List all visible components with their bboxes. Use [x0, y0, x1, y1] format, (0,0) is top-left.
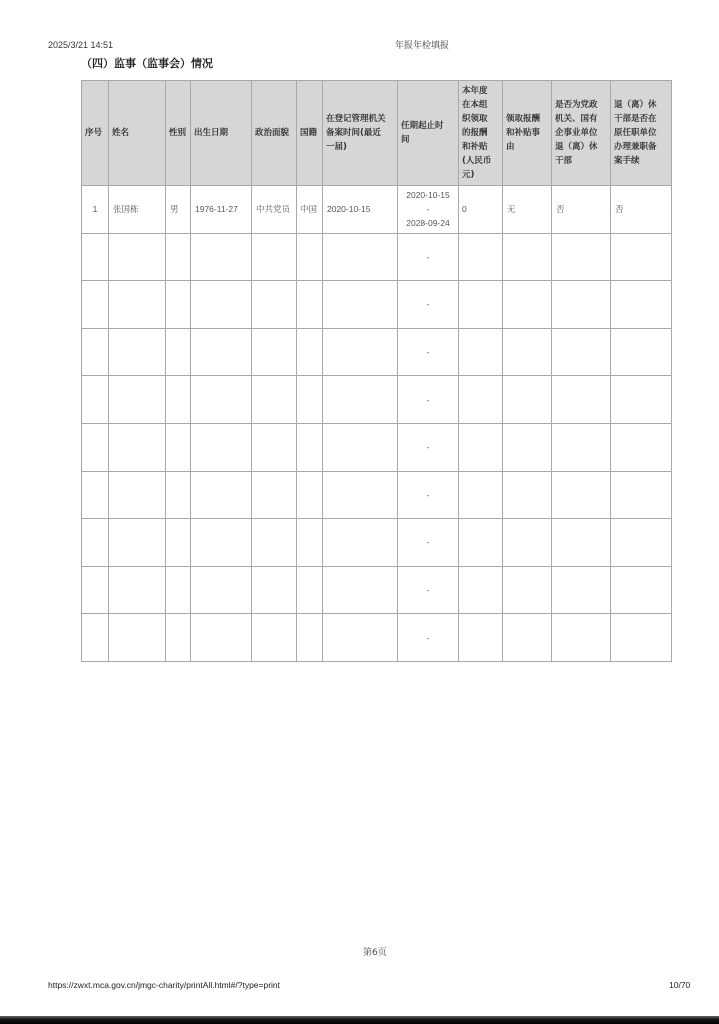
table-row [82, 519, 672, 567]
serial-number-header-label: 序号 [85, 128, 103, 138]
term-separator: - [426, 442, 430, 453]
table-row [82, 423, 672, 471]
term-separator: - [426, 204, 430, 215]
compensation-reason-cell [503, 233, 552, 281]
table-row [82, 281, 672, 329]
term-separator: - [426, 394, 430, 405]
retired-official-header-label: 是否为党政机关、国有企事业单位退（离）休干部 [555, 100, 598, 166]
table-row [82, 376, 672, 424]
retired-official-cell: 否 [552, 186, 611, 234]
retired-official-cell [552, 614, 611, 662]
serial-number-cell [82, 566, 109, 614]
compensation-reason-cell [503, 614, 552, 662]
nationality-cell: 中国 [297, 186, 323, 234]
gender-cell [166, 566, 191, 614]
column-header-term [398, 81, 459, 186]
term-separator: - [426, 585, 430, 596]
birth-date-cell [191, 566, 252, 614]
gender-cell [166, 281, 191, 329]
gender-header-label: 性别 [169, 128, 187, 138]
serial-number-cell [82, 423, 109, 471]
filing-date-cell [323, 281, 398, 329]
name-cell: 张国栋 [109, 186, 166, 234]
name-cell [109, 471, 166, 519]
retired-official-cell [552, 281, 611, 329]
column-header-filing-date [323, 81, 398, 186]
compensation-reason-cell [503, 519, 552, 567]
part-time-filing-cell [611, 233, 672, 281]
nationality-header-label: 国籍 [300, 128, 318, 138]
retired-official-cell [552, 328, 611, 376]
serial-number-cell [82, 519, 109, 567]
serial-number-cell [82, 281, 109, 329]
compensation-cell [459, 614, 503, 662]
print-page-title: 年报年检填报 [395, 40, 450, 50]
retired-official-cell [552, 376, 611, 424]
nationality-cell [297, 614, 323, 662]
name-cell [109, 281, 166, 329]
name-cell [109, 614, 166, 662]
term-cell [398, 519, 459, 567]
filing-date-cell [323, 423, 398, 471]
column-header-part-time-filing [611, 81, 672, 186]
term-cell [398, 376, 459, 424]
term-header-label: 任期起止时间 [401, 121, 444, 145]
filing-date-cell [323, 233, 398, 281]
nationality-cell [297, 519, 323, 567]
table-row [82, 328, 672, 376]
term-cell [398, 281, 459, 329]
political-status-cell [252, 519, 297, 567]
compensation-cell [459, 471, 503, 519]
political-status-cell [252, 328, 297, 376]
term-start-date: 2020-10-15 [406, 190, 450, 201]
name-header-label: 姓名 [112, 128, 130, 138]
column-header-gender [166, 81, 191, 186]
political-status-cell [252, 281, 297, 329]
birth-date-cell: 1976-11-27 [191, 186, 252, 234]
filing-date-cell [323, 566, 398, 614]
gender-cell [166, 519, 191, 567]
serial-number-cell [82, 376, 109, 424]
part-time-filing-cell [611, 328, 672, 376]
gender-cell [166, 328, 191, 376]
retired-official-cell [552, 233, 611, 281]
compensation-cell [459, 519, 503, 567]
column-header-political-status [252, 81, 297, 186]
column-header-nationality [297, 81, 323, 186]
part-time-filing-cell [611, 423, 672, 471]
compensation-cell [459, 423, 503, 471]
compensation-reason-cell [503, 376, 552, 424]
filing-date-cell [323, 376, 398, 424]
nationality-cell [297, 328, 323, 376]
scan-edge [0, 1016, 719, 1024]
column-header-compensation [459, 81, 503, 186]
serial-number-cell [82, 614, 109, 662]
supervisors-table [81, 80, 672, 662]
table-row [82, 186, 672, 234]
term-cell [398, 423, 459, 471]
political-status-cell: 中共党员 [252, 186, 297, 234]
column-header-retired-official [552, 81, 611, 186]
part-time-filing-cell [611, 376, 672, 424]
compensation-header-label: 本年度在本组织领取的报酬和补贴(人民币元) [462, 86, 492, 180]
nationality-cell [297, 566, 323, 614]
column-header-serial-number [82, 81, 109, 186]
retired-official-cell [552, 471, 611, 519]
term-cell [398, 566, 459, 614]
name-cell [109, 328, 166, 376]
term-separator: - [426, 632, 430, 643]
compensation-cell [459, 328, 503, 376]
term-cell [398, 328, 459, 376]
part-time-filing-cell [611, 281, 672, 329]
gender-cell: 男 [166, 186, 191, 234]
part-time-filing-header-label: 退（离）休干部是否在原任职单位办理兼职备案手续 [614, 100, 657, 166]
gender-cell [166, 423, 191, 471]
nationality-cell [297, 471, 323, 519]
nationality-cell [297, 233, 323, 281]
retired-official-cell [552, 519, 611, 567]
table-row [82, 566, 672, 614]
term-end-date: 2028-09-24 [406, 218, 450, 229]
serial-number-cell: 1 [82, 186, 109, 234]
table-row [82, 233, 672, 281]
gender-cell [166, 376, 191, 424]
nationality-cell [297, 376, 323, 424]
birth-date-cell [191, 471, 252, 519]
term-cell [398, 186, 459, 234]
nationality-cell [297, 423, 323, 471]
section-title: （四）监事（监事会）情况 [81, 57, 213, 70]
political-status-cell [252, 233, 297, 281]
serial-number-cell [82, 471, 109, 519]
retired-official-cell [552, 423, 611, 471]
name-cell [109, 519, 166, 567]
name-cell [109, 233, 166, 281]
compensation-cell [459, 233, 503, 281]
name-cell [109, 423, 166, 471]
compensation-cell [459, 281, 503, 329]
gender-cell [166, 614, 191, 662]
part-time-filing-cell: 否 [611, 186, 672, 234]
serial-number-cell [82, 233, 109, 281]
table-row [82, 614, 672, 662]
birth-date-cell [191, 376, 252, 424]
compensation-reason-header-label: 领取报酬和补贴事由 [506, 114, 541, 152]
print-datetime: 2025/3/21 14:51 [48, 40, 114, 50]
compensation-reason-cell [503, 566, 552, 614]
term-separator: - [426, 347, 430, 358]
compensation-reason-cell [503, 471, 552, 519]
compensation-cell [459, 566, 503, 614]
footer-page-count: 10/70 [669, 980, 691, 990]
retired-official-cell [552, 566, 611, 614]
column-header-name [109, 81, 166, 186]
birth-date-cell [191, 328, 252, 376]
compensation-reason-cell [503, 328, 552, 376]
part-time-filing-cell [611, 566, 672, 614]
filing-date-cell [323, 519, 398, 567]
table-header-row [82, 81, 672, 186]
compensation-reason-cell: 无 [503, 186, 552, 234]
compensation-reason-cell [503, 281, 552, 329]
page-number-label: 第6页 [363, 948, 387, 958]
part-time-filing-cell [611, 519, 672, 567]
compensation-reason-cell [503, 423, 552, 471]
political-status-cell [252, 471, 297, 519]
name-cell [109, 376, 166, 424]
table-row [82, 471, 672, 519]
term-cell [398, 614, 459, 662]
part-time-filing-cell [611, 471, 672, 519]
filing-date-cell [323, 328, 398, 376]
political-status-cell [252, 423, 297, 471]
gender-cell [166, 233, 191, 281]
term-cell [398, 471, 459, 519]
column-header-compensation-reason [503, 81, 552, 186]
footer-url: https://zwxt.mca.gov.cn/jmgc-charity/printAll.html#/?type=print [48, 980, 281, 990]
term-cell [398, 233, 459, 281]
compensation-cell [459, 376, 503, 424]
filing-date-cell: 2020-10-15 [323, 186, 398, 234]
birth-date-cell [191, 614, 252, 662]
birth-date-cell [191, 423, 252, 471]
column-header-birth-date [191, 81, 252, 186]
political-status-cell [252, 566, 297, 614]
part-time-filing-cell [611, 614, 672, 662]
political-status-header-label: 政治面貌 [255, 128, 290, 138]
filing-date-cell [323, 471, 398, 519]
birth-date-cell [191, 233, 252, 281]
term-separator: - [426, 251, 430, 262]
filing-date-header-label: 在登记管理机关备案时间(最近一届) [326, 114, 386, 152]
nationality-cell [297, 281, 323, 329]
compensation-cell: 0 [459, 186, 503, 234]
term-separator: - [426, 537, 430, 548]
name-cell [109, 566, 166, 614]
political-status-cell [252, 614, 297, 662]
term-separator: - [426, 489, 430, 500]
serial-number-cell [82, 328, 109, 376]
political-status-cell [252, 376, 297, 424]
birth-date-cell [191, 519, 252, 567]
birth-date-cell [191, 281, 252, 329]
gender-cell [166, 471, 191, 519]
term-separator: - [426, 299, 430, 310]
filing-date-cell [323, 614, 398, 662]
table-body [82, 186, 672, 662]
birth-date-header-label: 出生日期 [194, 128, 229, 138]
